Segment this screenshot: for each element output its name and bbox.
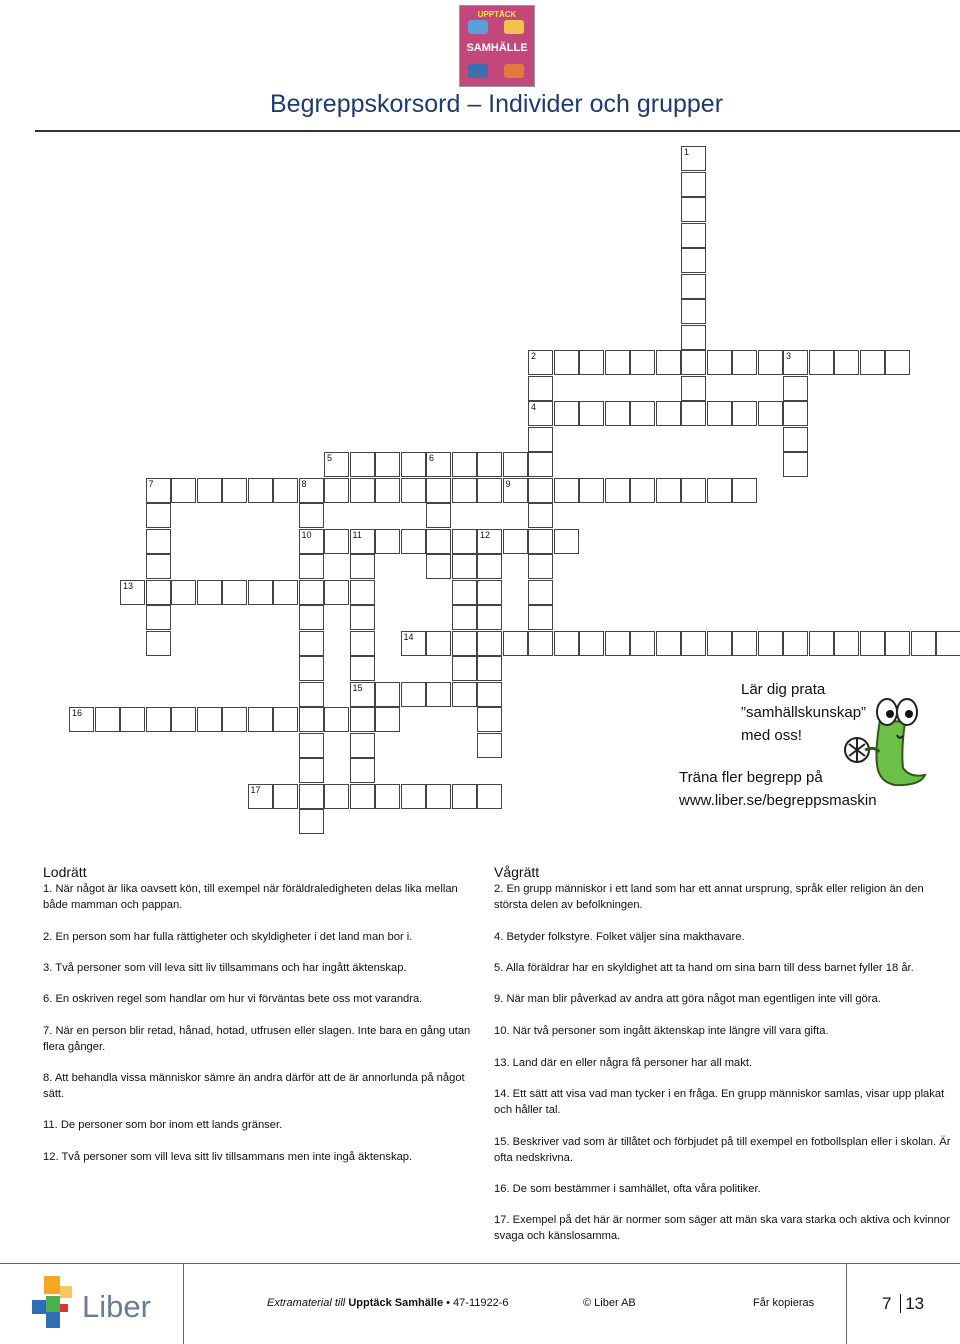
crossword-cell[interactable] (146, 554, 171, 579)
crossword-cell[interactable] (656, 631, 681, 656)
crossword-cell[interactable] (834, 350, 859, 375)
clue-number: 15 (352, 682, 363, 693)
clue-number: 6 (429, 453, 435, 463)
crossword-cell[interactable] (630, 350, 655, 375)
crossword-cell[interactable] (146, 631, 171, 656)
crossword-cell[interactable] (783, 350, 808, 375)
vagratt-clue: 5. Alla föräldrar har en skyldighet att ta hand om sina barn till dess barnet fyller 18 år. (494, 962, 914, 974)
crossword-cell[interactable] (681, 274, 706, 299)
crossword-cell[interactable] (324, 452, 349, 477)
crossword-cell[interactable] (707, 401, 732, 426)
crossword-cell[interactable] (656, 401, 681, 426)
crossword-cell[interactable] (222, 580, 247, 605)
footer-copy-note: Får kopieras (753, 1297, 815, 1309)
clue-number: 1 (684, 147, 690, 157)
crossword-cell[interactable] (681, 248, 706, 273)
crossword-cell[interactable] (401, 631, 426, 656)
crossword-cell[interactable] (477, 682, 502, 707)
clue-number: 5 (327, 453, 333, 463)
crossword-cell[interactable] (528, 605, 553, 630)
crossword-cell[interactable] (477, 605, 502, 630)
crossword-cell[interactable] (528, 478, 553, 503)
crossword-cell[interactable] (707, 478, 732, 503)
vagratt-clue: 14. Ett sätt att visa vad man tycker i en fråga. En grupp människor samlas, visar upp plakat och håller tal. (494, 1088, 945, 1116)
crossword-cell[interactable] (375, 784, 400, 809)
crossword-cell[interactable] (554, 478, 579, 503)
crossword-cell[interactable] (681, 478, 706, 503)
crossword-cell[interactable] (630, 478, 655, 503)
crossword-cell[interactable] (528, 503, 553, 528)
crossword-cell[interactable] (528, 580, 553, 605)
crossword-cell[interactable] (120, 707, 145, 732)
crossword-cell[interactable] (681, 172, 706, 197)
crossword-cell[interactable] (350, 656, 375, 681)
crossword-cell[interactable] (834, 631, 859, 656)
crossword-cell[interactable] (503, 478, 528, 503)
vagratt-clue: 15. Beskriver vad som är tillåtet och förbjudet på till exempel en fotbollsplan eller i skolan. Är ofta nedskrivna. (494, 1136, 951, 1164)
crossword-cell[interactable] (146, 503, 171, 528)
vagratt-clue: 2. En grupp människor i ett land som har ett annat ursprung, språk eller religion än den största delen av befolkningen. (494, 883, 924, 911)
vagratt-heading: Vågrätt (494, 864, 540, 880)
crossword-cell[interactable] (120, 580, 145, 605)
clue-number: 13 (123, 580, 134, 591)
crossword-cell[interactable] (656, 478, 681, 503)
clue-number: 11 (352, 529, 362, 540)
crossword-cell[interactable] (375, 682, 400, 707)
crossword-cell[interactable] (452, 631, 477, 656)
lodratt-clue: 3. Två personer som vill leva sitt liv tillsammans och har ingått äktenskap. (43, 962, 407, 974)
crossword-cell[interactable] (605, 631, 630, 656)
crossword-cell[interactable] (477, 580, 502, 605)
page-number-right: 13 (905, 1294, 925, 1313)
crossword-cell[interactable] (146, 529, 171, 554)
crossword-cell[interactable] (171, 478, 196, 503)
crossword-cell[interactable] (528, 554, 553, 579)
clue-number: 16 (72, 708, 83, 718)
crossword-cell[interactable] (477, 554, 502, 579)
crossword-cell[interactable] (732, 631, 757, 656)
crossword-cell[interactable] (426, 631, 451, 656)
crossword-cell[interactable] (273, 580, 298, 605)
crossword-cell[interactable] (681, 223, 706, 248)
page-title: Begreppskorsord – Individer och grupper (270, 90, 724, 118)
crossword-cell[interactable] (605, 350, 630, 375)
crossword-cell[interactable] (860, 350, 885, 375)
lodratt-clue: 11. De personer som bor inom ett lands gränser. (43, 1119, 283, 1131)
crossword-cell[interactable] (299, 758, 324, 783)
crossword-cell[interactable] (605, 401, 630, 426)
crossword-cell[interactable] (579, 350, 604, 375)
clue-number: 3 (786, 351, 792, 361)
crossword-cell[interactable] (452, 529, 477, 554)
crossword-cell[interactable] (503, 529, 528, 554)
crossword-cell[interactable] (732, 401, 757, 426)
crossword-cell[interactable] (528, 376, 553, 401)
mascot-icon (835, 690, 935, 790)
crossword-cell[interactable] (171, 580, 196, 605)
crossword-cell[interactable] (477, 452, 502, 477)
crossword-cell[interactable] (299, 554, 324, 579)
crossword-cell[interactable] (197, 707, 222, 732)
crossword-cell[interactable] (426, 554, 451, 579)
crossword-cell[interactable] (350, 554, 375, 579)
crossword-cell[interactable] (477, 784, 502, 809)
crossword-cell[interactable] (911, 631, 936, 656)
crossword-cell[interactable] (630, 631, 655, 656)
crossword-cell[interactable] (579, 478, 604, 503)
promo-line-3: med oss! (741, 727, 802, 744)
clue-number: 9 (505, 478, 511, 489)
vagratt-clue: 16. De som bestämmer i samhället, ofta våra politiker. (494, 1183, 761, 1195)
crossword-cell[interactable] (681, 299, 706, 324)
crossword-cell[interactable] (477, 733, 502, 758)
cover-title-text: SAMHÄLLE (466, 42, 528, 54)
crossword-cell[interactable] (732, 478, 757, 503)
crossword-cell[interactable] (783, 401, 808, 426)
crossword-cell[interactable] (681, 401, 706, 426)
crossword-cell[interactable] (528, 631, 553, 656)
promo-line-2: ”samhällskunskap” (741, 704, 867, 721)
crossword-cell[interactable] (477, 529, 502, 554)
crossword-cell[interactable] (350, 580, 375, 605)
crossword-cell[interactable] (324, 478, 349, 503)
crossword-cell[interactable] (528, 529, 553, 554)
crossword-cell[interactable] (350, 605, 375, 630)
crossword-cell[interactable] (656, 350, 681, 375)
footer-extramaterial: Extramaterial till (267, 1297, 346, 1309)
crossword-cell[interactable] (273, 784, 298, 809)
crossword-cell[interactable] (273, 478, 298, 503)
crossword-cell[interactable] (248, 478, 273, 503)
crossword-cell[interactable] (783, 631, 808, 656)
vagratt-clue: 9. När man blir påverkad av andra att göra något man egentligen inte vill göra. (494, 993, 881, 1005)
crossword-cell[interactable] (324, 529, 349, 554)
clue-number: 4 (531, 402, 537, 412)
crossword-cell[interactable] (809, 350, 834, 375)
liber-logo-text: Liber (82, 1289, 151, 1324)
crossword-cell[interactable] (426, 682, 451, 707)
crossword-cell[interactable] (528, 350, 553, 375)
crossword-cell[interactable] (350, 682, 375, 707)
crossword-cell[interactable] (222, 478, 247, 503)
footer-book-info (267, 1297, 509, 1309)
clue-number: 12 (480, 529, 491, 540)
crossword-cell[interactable] (146, 580, 171, 605)
promo-line-4: Träna fler begrepp på (679, 769, 823, 786)
vagratt-clue: 4. Betyder folkstyre. Folket väljer sina makthavare. (494, 931, 745, 943)
crossword-cell[interactable] (503, 631, 528, 656)
crossword-cell[interactable] (426, 452, 451, 477)
crossword-cell[interactable] (248, 580, 273, 605)
crossword-cell[interactable] (299, 656, 324, 681)
crossword-cell[interactable] (554, 350, 579, 375)
crossword-cell[interactable] (707, 631, 732, 656)
crossword-cell[interactable] (299, 707, 324, 732)
crossword-cell[interactable] (452, 656, 477, 681)
lodratt-heading: Lodrätt (43, 864, 87, 880)
crossword-cell[interactable] (758, 350, 783, 375)
crossword-cell[interactable] (146, 707, 171, 732)
clue-number: 7 (148, 478, 154, 489)
crossword-cell[interactable] (299, 580, 324, 605)
lodratt-clue: 6. En oskriven regel som handlar om hur vi förväntas bete oss mot varandra. (43, 993, 423, 1005)
crossword-cell[interactable] (171, 707, 196, 732)
crossword-cell[interactable] (375, 478, 400, 503)
clue-number: 2 (531, 351, 537, 361)
lodratt-clue: 12. Två personer som vill leva sitt liv tillsammans men inte ingå äktenskap. (43, 1151, 413, 1163)
crossword-cell[interactable] (579, 401, 604, 426)
crossword-cell[interactable] (350, 784, 375, 809)
crossword-cell[interactable] (299, 809, 324, 834)
vagratt-clue: 10. När två personer som ingått äktenskap inte längre vill vara gifta. (494, 1025, 829, 1037)
crossword-cell[interactable] (758, 631, 783, 656)
footer-isbn: • 47-11922-6 (446, 1297, 509, 1309)
lodratt-clue: 7. När en person blir retad, hånad, hotad, utfrusen eller slagen. Inte bara en gång utan flera gånger. (43, 1025, 471, 1053)
crossword-cell[interactable] (426, 478, 451, 503)
crossword-cell[interactable] (681, 325, 706, 350)
clue-number: 14 (403, 631, 414, 642)
crossword-cell[interactable] (299, 631, 324, 656)
crossword-cell[interactable] (452, 478, 477, 503)
crossword-cell[interactable] (477, 707, 502, 732)
crossword-cell[interactable] (936, 631, 960, 656)
page-number (882, 1294, 924, 1314)
crossword-cell[interactable] (299, 605, 324, 630)
crossword-cell[interactable] (197, 580, 222, 605)
crossword-cell[interactable] (554, 529, 579, 554)
crossword-cell[interactable] (401, 784, 426, 809)
promo-line-1: Lär dig prata (741, 681, 826, 698)
crossword-cell[interactable] (324, 580, 349, 605)
crossword-cell[interactable] (579, 631, 604, 656)
crossword-cell[interactable] (401, 452, 426, 477)
crossword-cell[interactable] (452, 784, 477, 809)
crossword-cell[interactable] (273, 707, 298, 732)
crossword-cell[interactable] (554, 401, 579, 426)
crossword-cell[interactable] (783, 376, 808, 401)
crossword-cell[interactable] (477, 478, 502, 503)
crossword-cell[interactable] (146, 605, 171, 630)
crossword-cell[interactable] (426, 503, 451, 528)
crossword-cell[interactable] (528, 427, 553, 452)
crossword-cell[interactable] (809, 631, 834, 656)
crossword-cell[interactable] (630, 401, 655, 426)
crossword-cell[interactable] (452, 682, 477, 707)
crossword-cell[interactable] (732, 350, 757, 375)
clue-number: 8 (301, 478, 307, 489)
crossword-cell[interactable] (452, 605, 477, 630)
crossword-cell[interactable] (222, 707, 247, 732)
crossword-cell[interactable] (528, 401, 553, 426)
footer-book-title: Upptäck Samhälle (348, 1297, 444, 1309)
crossword-cell[interactable] (350, 733, 375, 758)
crossword-cell[interactable] (197, 478, 222, 503)
page-number-left: 7 (882, 1294, 892, 1313)
cover-top-text: UPPTÄCK (477, 10, 517, 19)
crossword-cell[interactable] (350, 631, 375, 656)
crossword-cell[interactable] (885, 631, 910, 656)
crossword-cell[interactable] (350, 758, 375, 783)
crossword-cell[interactable] (860, 631, 885, 656)
footer-divider (0, 1263, 960, 1264)
vagratt-clue: 13. Land där en eller några få personer har all makt. (494, 1057, 753, 1069)
crossword-cell[interactable] (401, 529, 426, 554)
footer-copyright: © Liber AB (583, 1297, 636, 1309)
liber-logo-icon (32, 1276, 76, 1330)
lodratt-clue: 8. Att behandla vissa människor sämre än andra därför att de är annorlunda på något sätt. (43, 1072, 465, 1100)
crossword-cell[interactable] (146, 478, 171, 503)
crossword-cell[interactable] (783, 452, 808, 477)
crossword-cell[interactable] (452, 452, 477, 477)
crossword-cell[interactable] (375, 707, 400, 732)
crossword-cell[interactable] (783, 427, 808, 452)
crossword-cell[interactable] (95, 707, 120, 732)
crossword-cell[interactable] (681, 197, 706, 222)
crossword-cell[interactable] (248, 784, 273, 809)
vagratt-clue: 17. Exempel på det här är normer som säger att män ska vara starka och aktiva och kvinnor svaga och känslosamma. (494, 1214, 950, 1242)
crossword-cell[interactable] (350, 452, 375, 477)
clue-number: 17 (250, 784, 261, 795)
crossword-cell[interactable] (681, 376, 706, 401)
crossword-cell[interactable] (528, 452, 553, 477)
clue-number: 10 (301, 529, 312, 540)
crossword-cell[interactable] (707, 350, 732, 375)
crossword-cell[interactable] (248, 707, 273, 732)
crossword-cell[interactable] (69, 707, 94, 732)
crossword-cell[interactable] (299, 478, 324, 503)
crossword-cell[interactable] (681, 631, 706, 656)
crossword-cell[interactable] (605, 478, 630, 503)
footer-separator (183, 1263, 184, 1344)
crossword-cell[interactable] (554, 631, 579, 656)
crossword-cell[interactable] (299, 682, 324, 707)
promo-link[interactable]: www.liber.se/begreppsmaskin (679, 792, 877, 809)
crossword-cell[interactable] (299, 733, 324, 758)
crossword-cell[interactable] (375, 452, 400, 477)
footer-separator (846, 1263, 847, 1344)
crossword-cell[interactable] (426, 529, 451, 554)
crossword-cell[interactable] (350, 707, 375, 732)
crossword-cell[interactable] (758, 401, 783, 426)
crossword-cell[interactable] (401, 478, 426, 503)
crossword-cell[interactable] (324, 784, 349, 809)
lodratt-clue: 1. När något är lika oavsett kön, till exempel när föräldraledigheten delas lika mellan både mamman och pappan. (43, 883, 458, 911)
crossword-cell[interactable] (503, 452, 528, 477)
crossword-cell[interactable] (452, 554, 477, 579)
crossword-cell[interactable] (350, 478, 375, 503)
crossword-cell[interactable] (299, 784, 324, 809)
crossword-cell[interactable] (681, 350, 706, 375)
crossword-cell[interactable] (426, 784, 451, 809)
crossword-cell[interactable] (350, 529, 375, 554)
crossword-cell[interactable] (681, 146, 706, 171)
crossword-cell[interactable] (401, 682, 426, 707)
crossword-cell[interactable] (324, 707, 349, 732)
crossword-cell[interactable] (299, 503, 324, 528)
crossword-cell[interactable] (375, 529, 400, 554)
crossword-cell[interactable] (452, 580, 477, 605)
crossword-cell[interactable] (885, 350, 910, 375)
lodratt-clue: 2. En person som har fulla rättigheter och skyldigheter i det land man bor i. (43, 931, 413, 943)
crossword-cell[interactable] (299, 529, 324, 554)
crossword-cell[interactable] (477, 631, 502, 656)
crossword-cell[interactable] (477, 656, 502, 681)
